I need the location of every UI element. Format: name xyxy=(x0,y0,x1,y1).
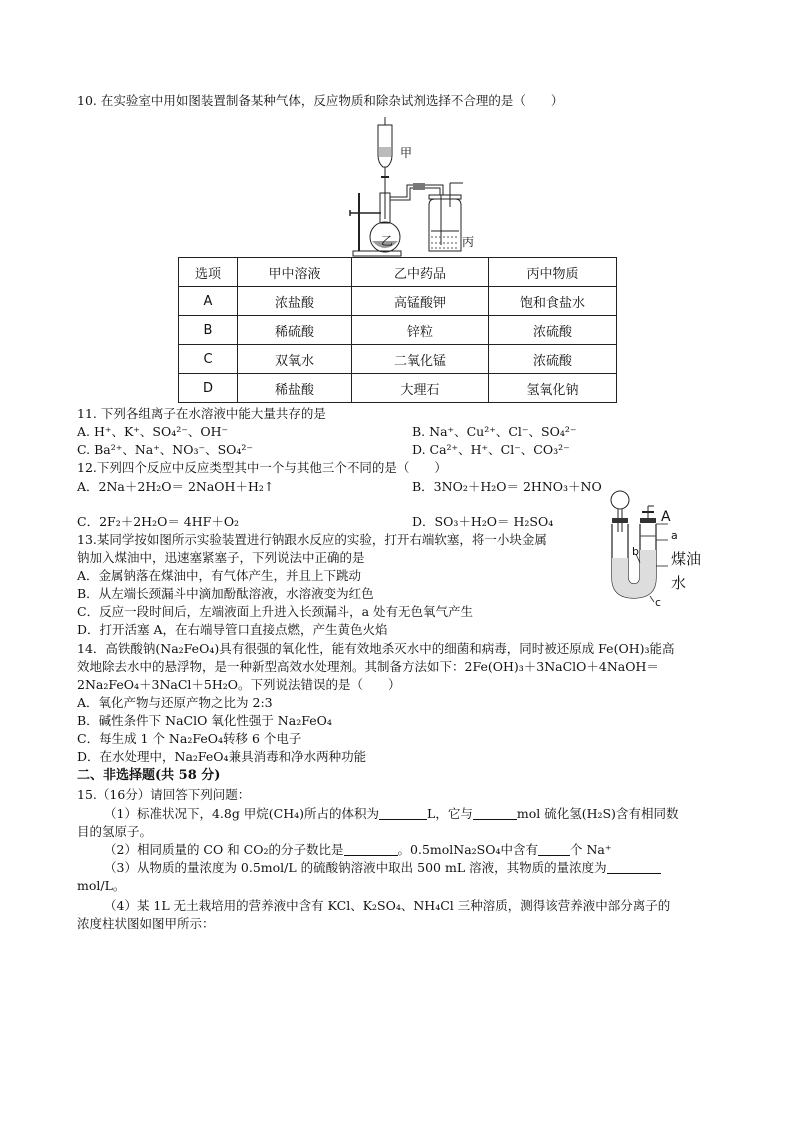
answer-blank[interactable] xyxy=(379,807,427,820)
table-cell: 锌粒 xyxy=(352,316,489,345)
table-cell: 饱和食盐水 xyxy=(489,287,617,316)
label-yi: 乙 xyxy=(381,234,394,248)
table-header-cell: 丙中物质 xyxy=(489,258,617,287)
q13-option-c: C．反应一段时间后，左端液面上升进入长颈漏斗，a 处有无色氧气产生 xyxy=(77,604,473,619)
table-cell: 稀盐酸 xyxy=(238,374,352,403)
table-cell: 氢氧化钠 xyxy=(489,374,617,403)
q11-option-a: A. H⁺、K⁺、SO₄²⁻、OH⁻ xyxy=(77,424,229,439)
table-cell: 浓硫酸 xyxy=(489,316,617,345)
q13-option-a: A．金属钠落在煤油中，有气体产生，并且上下跳动 xyxy=(77,568,362,583)
q15-stem: 15.（16分）请回答下列问题： xyxy=(77,787,251,802)
table-cell: D xyxy=(179,374,238,403)
q12-option-d: D．SO₃＋H₂O＝ H₂SO₄ xyxy=(412,514,554,529)
q15-part2 xyxy=(104,842,611,858)
label-water: 水 xyxy=(671,574,687,592)
label-bing: 丙 xyxy=(462,235,475,249)
q11-stem: 11. 下列各组离子在水溶液中能大量共存的是 xyxy=(77,406,326,421)
q15-part1-line2: 目的氢原子。 xyxy=(77,824,153,839)
table-cell: 二氧化锰 xyxy=(352,345,489,374)
q14-option-d: D．在水处理中，Na₂FeO₄兼具消毒和净水两种功能 xyxy=(77,749,367,764)
table-cell: A xyxy=(179,287,238,316)
q15-part3-text-a: （3）从物质的量浓度为 0.5mol/L 的硫酸钠溶液中取出 500 mL 溶液，其物质的量浓度为 xyxy=(104,860,607,875)
q14-option-a: A．氧化产物与还原产物之比为 2:3 xyxy=(77,695,273,710)
q14-stem-line1: 14．高铁酸钠(Na₂FeO₄)具有很强的氧化性，能有效地杀灭水中的细菌和病毒，同时被还原成 Fe(OH)₃能高 xyxy=(77,641,675,656)
q11-option-d: D. Ca²⁺、H⁺、Cl⁻、CO₃²⁻ xyxy=(412,442,570,457)
table-cell: 浓硫酸 xyxy=(489,345,617,374)
q13-stem-line1: 13.某同学按如图所示实验装置进行钠跟水反应的实验，打开右端软塞，将一小块金属 xyxy=(77,532,547,547)
answer-blank[interactable] xyxy=(473,807,517,820)
q12-option-a: A．2Na＋2H₂O＝ 2NaOH＋H₂↑ xyxy=(77,479,275,494)
table-cell: 高锰酸钾 xyxy=(352,287,489,316)
table-cell: 浓盐酸 xyxy=(238,287,352,316)
table-header-row xyxy=(179,258,617,287)
table-row xyxy=(179,287,617,316)
q15-part2-text-b: 。0.5molNa₂SO₄中含有 xyxy=(397,842,538,857)
q11-option-b: B. Na⁺、Cu²⁺、Cl⁻、SO₄²⁻ xyxy=(412,424,577,439)
q14-stem-line3: 2Na₂FeO₄＋3NaCl＋5H₂O。下列说法错误的是（ ） xyxy=(77,677,401,692)
label-a-small: a xyxy=(671,529,678,542)
q12-option-b: B．3NO₂＋H₂O＝ 2HNO₃＋NO xyxy=(412,479,602,494)
q13-option-d: D．打开活塞 A，在右端导管口直接点燃，产生黄色火焰 xyxy=(77,622,388,637)
q15-part1-text-a: （1）标准状况下，4.8g 甲烷(CH₄)所占的体积为 xyxy=(104,806,380,821)
q14-option-c: C．每生成 1 个 Na₂FeO₄转移 6 个电子 xyxy=(77,731,302,746)
q15-part3 xyxy=(104,860,661,876)
label-a-stopcock: A xyxy=(661,509,671,525)
table-header-cell: 选项 xyxy=(179,258,238,287)
q12-option-c: C．2F₂＋2H₂O＝ 4HF＋O₂ xyxy=(77,514,240,529)
table-row xyxy=(179,345,617,374)
table-cell: 大理石 xyxy=(352,374,489,403)
q15-part2-text-a: （2）相同质量的 CO 和 CO₂的分子数比是 xyxy=(104,842,344,857)
q15-part4-line1: （4）某 1L 无土栽培用的营养液中含有 KCl、K₂SO₄、NH₄Cl 三种溶质，测得该营养液中部分离子的 xyxy=(104,898,671,913)
q15-part1-text-c: mol 硫化氢(H₂S)含有相同数 xyxy=(516,806,679,821)
table-header-cell: 甲中溶液 xyxy=(238,258,352,287)
answer-blank[interactable] xyxy=(344,843,398,856)
table-cell: 双氧水 xyxy=(238,345,352,374)
table-cell: 稀硫酸 xyxy=(238,316,352,345)
q10-options-table xyxy=(178,257,617,403)
q14-option-b: B．碱性条件下 NaClO 氧化性强于 Na₂FeO₄ xyxy=(77,713,332,728)
section-heading: 二、非选择题(共 58 分) xyxy=(77,768,221,783)
table-cell: B xyxy=(179,316,238,345)
q13-stem-line2: 钠加入煤油中，迅速塞紧塞子，下列说法中正确的是 xyxy=(77,550,365,565)
q14-stem-line2: 效地除去水中的悬浮物，是一种新型高效水处理剂。其制备方法如下：2Fe(OH)₃＋3NaClO＋4NaOH＝ xyxy=(77,659,659,674)
q15-part3-unit: mol/L。 xyxy=(77,878,126,893)
q11-option-c: C. Ba²⁺、Na⁺、NO₃⁻、SO₄²⁻ xyxy=(77,442,254,457)
answer-blank[interactable] xyxy=(538,843,570,856)
q15-part4-line2: 浓度柱状图如图甲所示： xyxy=(77,916,215,931)
table-header-cell: 乙中药品 xyxy=(352,258,489,287)
q13-option-b: B．从左端长颈漏斗中滴加酚酞溶液，水溶液变为红色 xyxy=(77,586,374,601)
answer-blank[interactable] xyxy=(607,861,661,874)
label-b: b xyxy=(632,545,639,558)
q15-part2-text-c: 个 Na⁺ xyxy=(570,842,612,857)
table-row xyxy=(179,316,617,345)
table-cell: C xyxy=(179,345,238,374)
label-kerosene: 煤油 xyxy=(671,550,702,568)
q15-part1-line1 xyxy=(104,806,678,822)
q10-stem: 10. 在实验室中用如图装置制备某种气体，反应物质和除杂试剂选择不合理的是（ ） xyxy=(77,93,564,108)
table-row xyxy=(179,374,617,403)
label-jia: 甲 xyxy=(400,146,413,160)
label-c: c xyxy=(655,596,662,609)
q15-part1-text-b: L，它与 xyxy=(427,806,473,821)
q12-stem: 12.下列四个反应中反应类型其中一个与其他三个不同的是（ ） xyxy=(77,460,447,475)
